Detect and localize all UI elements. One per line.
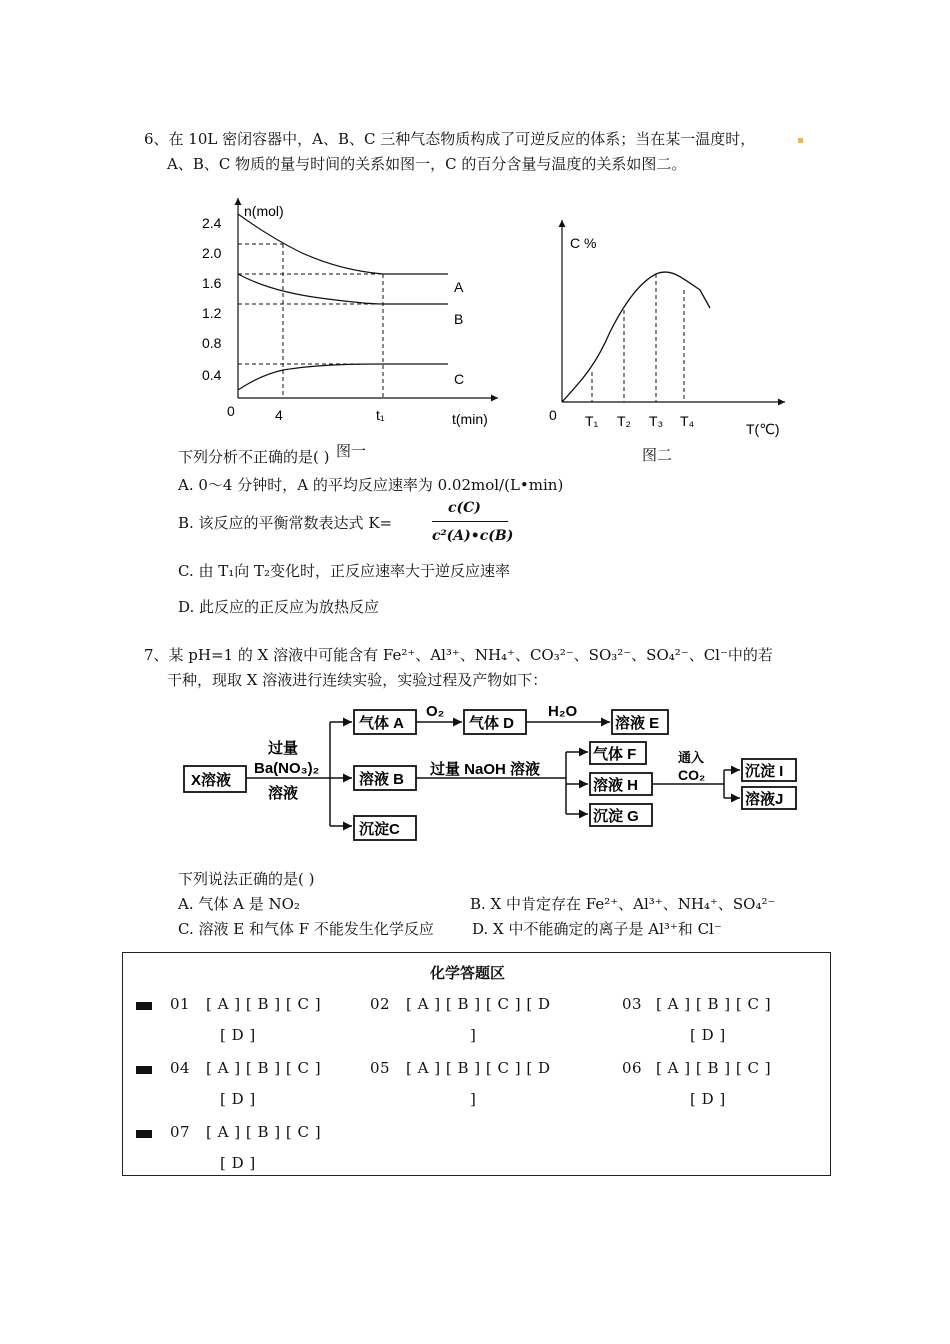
- answer-number: 04: [170, 1059, 191, 1077]
- q7-prompt: 下列说法正确的是( ): [178, 870, 315, 888]
- answer-choices[interactable]: [ A ] [ B ] [ C ]: [656, 1059, 772, 1077]
- series-a-label: A: [454, 279, 464, 295]
- x-tick: T₃: [649, 413, 664, 429]
- figure-2-caption: 图二: [642, 446, 673, 464]
- q7-option-b: B. X 中肯定存在 Fe²⁺、Al³⁺、NH₄⁺、SO₄²⁻: [470, 895, 776, 913]
- answer-number: 07: [170, 1123, 191, 1141]
- node-precipitate-i-label: 沉淀 I: [745, 763, 784, 780]
- q7-option-d: D. X 中不能确定的离子是 Al³⁺和 Cl⁻: [472, 920, 722, 938]
- x-tick: T₂: [617, 413, 631, 429]
- q6-line2: A、B、C 物质的量与时间的关系如图一，C 的百分含量与温度的关系如图二。: [167, 155, 687, 173]
- q6-option-b-denominator: c²(A)•c(B): [432, 528, 514, 544]
- reagent-pass-2: CO₂: [678, 767, 706, 783]
- answer-choices[interactable]: [ A ] [ B ] [ C ]: [206, 1123, 322, 1141]
- q6-option-b: B. 该反应的平衡常数表达式 K=: [178, 514, 393, 532]
- figure-1-chart: [190, 190, 510, 430]
- reagent-o2: O₂: [426, 703, 445, 720]
- q6-option-c: C. 由 T₁向 T₂变化时，正反应速率大于逆反应速率: [178, 562, 511, 580]
- answer-number: 02: [370, 995, 391, 1013]
- node-gas-a-label: 气体 A: [359, 715, 405, 732]
- mark-dot: [798, 138, 803, 143]
- x-axis-label: T(℃): [746, 421, 780, 437]
- node-solution-j-label: 溶液J: [745, 791, 784, 808]
- reagent1-line2: Ba(NO₃)₂: [254, 760, 320, 777]
- answer-choice-d[interactable]: [ D ]: [690, 1026, 726, 1044]
- figure-1-caption: 图一: [336, 442, 367, 460]
- q7-option-a: A. 气体 A 是 NO₂: [178, 895, 300, 913]
- y-tick: 0.8: [202, 335, 222, 351]
- node-gas-f-label: 气体 F: [593, 746, 637, 763]
- node-precipitate-c-label: 沉淀C: [359, 821, 400, 838]
- t-guides: [592, 274, 684, 402]
- x-ticks: [585, 413, 695, 429]
- q7-option-c: C. 溶液 E 和气体 F 不能发生化学反应: [178, 920, 434, 938]
- answer-choice-d-close[interactable]: ]: [470, 1026, 477, 1044]
- answer-choices[interactable]: [ A ] [ B ] [ C ] [ D: [406, 1059, 551, 1077]
- answer-number: 05: [370, 1059, 391, 1077]
- figure-2-chart: [540, 212, 800, 442]
- series-c-curve: [238, 364, 448, 390]
- x-tick: T₄: [680, 413, 695, 429]
- origin-label: 0: [227, 403, 235, 419]
- node-solution-e-label: 溶液 E: [615, 715, 660, 732]
- node-solution-b-label: 溶液 B: [359, 771, 405, 788]
- flow-diagram: [178, 700, 838, 850]
- answer-row-marker: [136, 1130, 152, 1138]
- answer-area-title: 化学答题区: [430, 965, 506, 982]
- y-tick: 1.2: [202, 305, 222, 321]
- x-axis-label: t(min): [452, 411, 488, 427]
- q6-line1: 6、在 10L 密闭容器中，A、B、C 三种气态物质构成了可逆反应的体系；当在某一温度时，: [144, 130, 756, 148]
- y-axis-label: n(mol): [244, 203, 284, 219]
- origin-label: 0: [549, 407, 557, 423]
- node-precipitate-g-label: 沉淀 G: [593, 808, 639, 825]
- x-tick: T₁: [585, 413, 599, 429]
- answer-choices[interactable]: [ A ] [ B ] [ C ]: [656, 995, 772, 1013]
- q6-option-d: D. 此反应的正反应为放热反应: [178, 598, 380, 616]
- q6-option-b-numerator: c(C): [448, 500, 481, 516]
- y-tick: 1.6: [202, 275, 222, 291]
- answer-choice-d[interactable]: [ D ]: [220, 1026, 256, 1044]
- q6-option-a: A. 0～4 分钟时，A 的平均反应速率为 0.02mol/(L•min): [178, 476, 564, 494]
- c-percent-curve: [562, 272, 710, 402]
- answer-choice-d[interactable]: [ D ]: [690, 1090, 726, 1108]
- x-tick-t1: t₁: [376, 407, 385, 423]
- fraction-bar: [432, 521, 508, 522]
- answer-row-marker: [136, 1066, 152, 1074]
- guide-lines: [238, 244, 383, 398]
- series-c-label: C: [454, 371, 465, 387]
- y-axis-label: C %: [570, 235, 597, 251]
- reagent1-line1: 过量: [268, 740, 299, 757]
- q7-line2: 干种，现取 X 溶液进行连续实验，实验过程及产物如下：: [167, 671, 548, 689]
- y-ticks: [202, 215, 222, 383]
- node-solution-h-label: 溶液 H: [593, 777, 639, 794]
- answer-number: 03: [622, 995, 643, 1013]
- answer-choice-d-close[interactable]: ]: [470, 1090, 477, 1108]
- q7-line1: 7、某 pH=1 的 X 溶液中可能含有 Fe²⁺、Al³⁺、NH₄⁺、CO₃²⁻、SO₃²⁻、SO₄²⁻、Cl⁻中的若: [144, 646, 773, 664]
- node-x-label: X溶液: [191, 772, 232, 789]
- y-tick: 2.0: [202, 245, 222, 261]
- reagent-h2o: H₂O: [548, 703, 578, 720]
- y-tick: 2.4: [202, 215, 222, 231]
- answer-choices[interactable]: [ A ] [ B ] [ C ]: [206, 995, 322, 1013]
- y-tick: 0.4: [202, 367, 222, 383]
- answer-number: 06: [622, 1059, 643, 1077]
- node-gas-d-label: 气体 D: [469, 715, 515, 732]
- series-b-curve: [238, 274, 448, 304]
- reagent-naoh: 过量 NaOH 溶液: [430, 761, 541, 778]
- series-b-label: B: [454, 311, 464, 327]
- answer-choice-d[interactable]: [ D ]: [220, 1090, 256, 1108]
- reagent1-line3: 溶液: [268, 785, 299, 802]
- answer-choices[interactable]: [ A ] [ B ] [ C ]: [206, 1059, 322, 1077]
- q6-prompt: 下列分析不正确的是( ): [178, 448, 330, 466]
- answer-number: 01: [170, 995, 191, 1013]
- answer-choice-d[interactable]: [ D ]: [220, 1154, 256, 1172]
- answer-choices[interactable]: [ A ] [ B ] [ C ] [ D: [406, 995, 551, 1013]
- x-tick-4: 4: [275, 407, 283, 423]
- reagent-pass-1: 通入: [678, 750, 705, 765]
- answer-row-marker: [136, 1002, 152, 1010]
